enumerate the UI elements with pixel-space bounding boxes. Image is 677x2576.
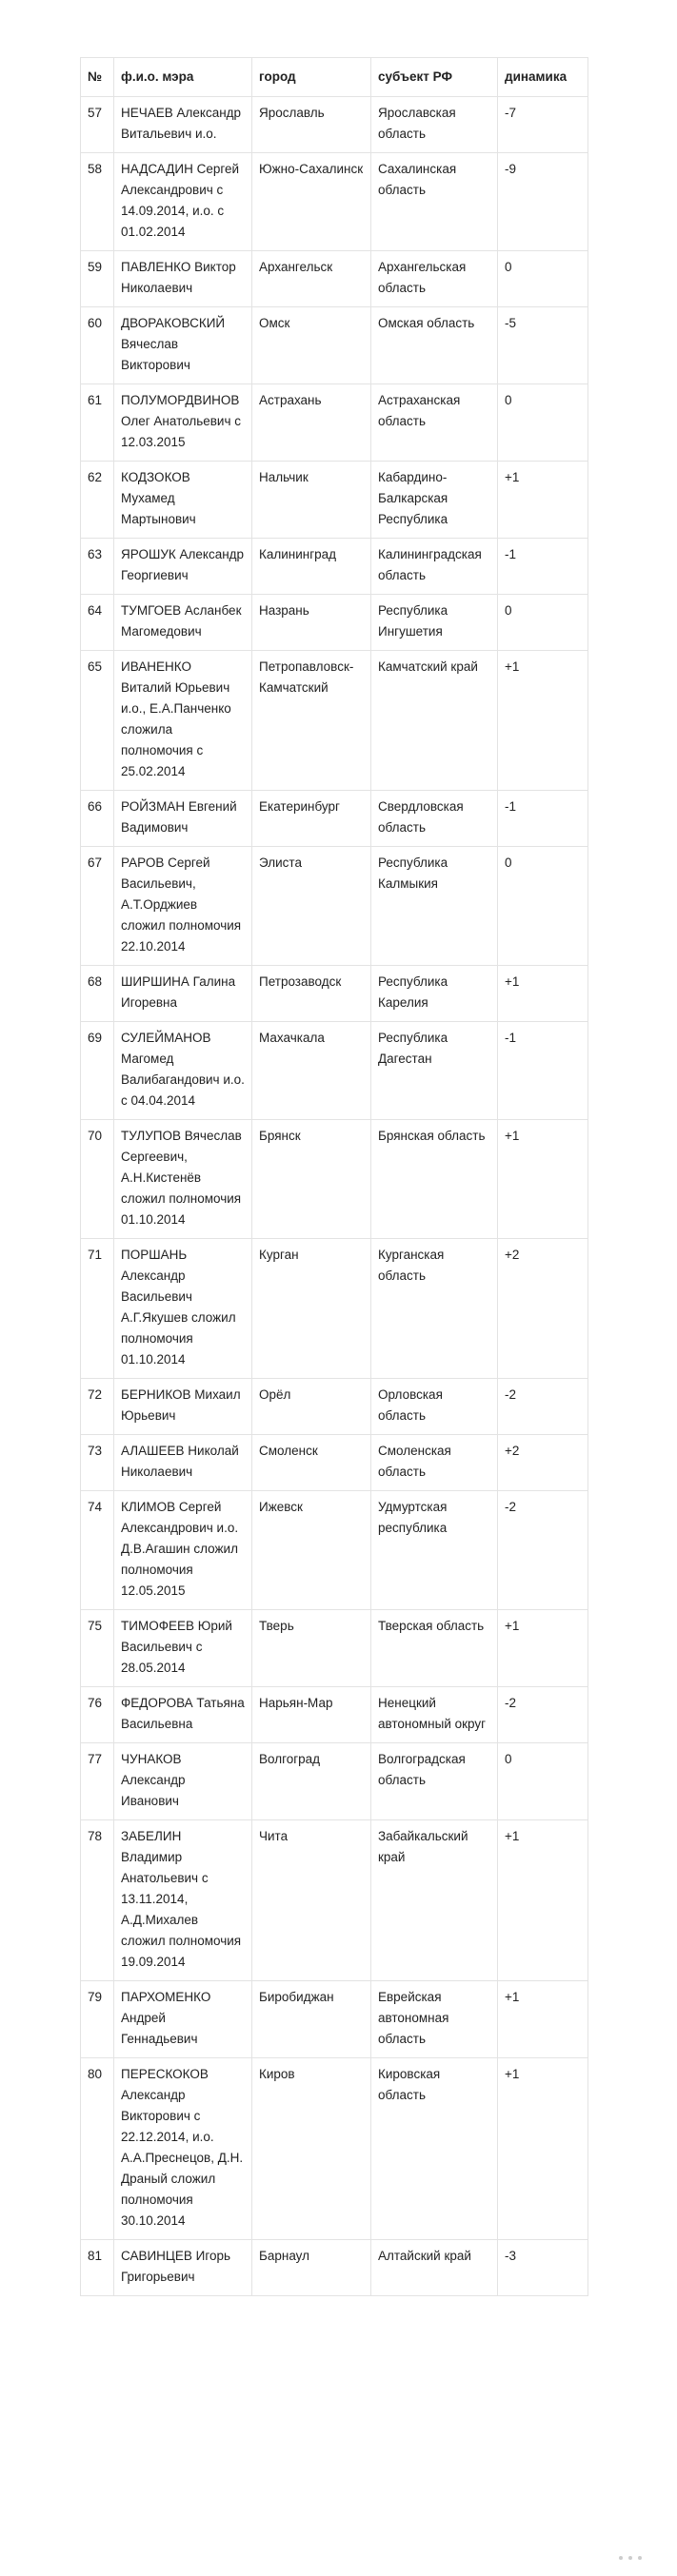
- cell-city: Тверь: [252, 1610, 371, 1687]
- cell-dynamics: -1: [498, 1022, 588, 1120]
- table-row: [81, 251, 588, 307]
- cell-mayor-name: СУЛЕЙМАНОВ Магомед Валибагандович и.о. с 04.04.2014: [114, 1022, 252, 1120]
- cell-number: 80: [81, 2058, 114, 2240]
- cell-city: Смоленск: [252, 1435, 371, 1491]
- cell-number: 57: [81, 97, 114, 153]
- cell-dynamics: -1: [498, 539, 588, 595]
- cell-number: 74: [81, 1491, 114, 1610]
- cell-city: Орёл: [252, 1379, 371, 1435]
- cell-region: Удмуртская республика: [371, 1491, 498, 1610]
- cell-number: 68: [81, 966, 114, 1022]
- cell-dynamics: +1: [498, 1610, 588, 1687]
- cell-region: Республика Калмыкия: [371, 847, 498, 966]
- cell-city: Биробиджан: [252, 1981, 371, 2058]
- cell-mayor-name: КЛИМОВ Сергей Александрович и.о. Д.В.Агашин сложил полномочия 12.05.2015: [114, 1491, 252, 1610]
- cell-mayor-name: ПОРШАНЬ Александр Васильевич А.Г.Якушев сложил полномочия 01.10.2014: [114, 1239, 252, 1379]
- cell-number: 63: [81, 539, 114, 595]
- cell-city: Екатеринбург: [252, 791, 371, 847]
- cell-region: Калининградская область: [371, 539, 498, 595]
- cell-number: 58: [81, 153, 114, 251]
- cell-number: 69: [81, 1022, 114, 1120]
- cell-region: Камчатский край: [371, 651, 498, 791]
- column-header-dynamics: динамика: [498, 58, 588, 97]
- cell-mayor-name: ИВАНЕНКО Виталий Юрьевич и.о., Е.А.Панченко сложила полномочия с 25.02.2014: [114, 651, 252, 791]
- cell-dynamics: -7: [498, 97, 588, 153]
- cell-dynamics: +2: [498, 1435, 588, 1491]
- cell-number: 64: [81, 595, 114, 651]
- cell-dynamics: +1: [498, 651, 588, 791]
- cell-dynamics: +1: [498, 1981, 588, 2058]
- cell-number: 61: [81, 384, 114, 462]
- cell-dynamics: +2: [498, 1239, 588, 1379]
- table-row: [81, 1435, 588, 1491]
- table-row: [81, 539, 588, 595]
- cell-dynamics: -2: [498, 1379, 588, 1435]
- cell-dynamics: +1: [498, 966, 588, 1022]
- cell-city: Южно-Сахалинск: [252, 153, 371, 251]
- cell-number: 72: [81, 1379, 114, 1435]
- cell-number: 59: [81, 251, 114, 307]
- cell-region: Забайкальский край: [371, 1820, 498, 1981]
- table-row: [81, 651, 588, 791]
- cell-number: 73: [81, 1435, 114, 1491]
- pagination-dots: [619, 2556, 667, 2560]
- cell-city: Ижевск: [252, 1491, 371, 1610]
- cell-dynamics: -5: [498, 307, 588, 384]
- cell-mayor-name: ШИРШИНА Галина Игоревна: [114, 966, 252, 1022]
- table-row: [81, 462, 588, 539]
- cell-number: 60: [81, 307, 114, 384]
- cell-region: Кабардино-Балкарская Республика: [371, 462, 498, 539]
- cell-city: Петропавловск-Камчатский: [252, 651, 371, 791]
- cell-city: Нальчик: [252, 462, 371, 539]
- table-row: [81, 791, 588, 847]
- cell-number: 65: [81, 651, 114, 791]
- cell-number: 77: [81, 1743, 114, 1820]
- cell-city: Барнаул: [252, 2240, 371, 2296]
- cell-number: 79: [81, 1981, 114, 2058]
- cell-dynamics: -3: [498, 2240, 588, 2296]
- column-header-number: №: [81, 58, 114, 97]
- cell-mayor-name: АЛАШЕЕВ Николай Николаевич: [114, 1435, 252, 1491]
- cell-region: Архангельская область: [371, 251, 498, 307]
- cell-city: Брянск: [252, 1120, 371, 1239]
- table-row: [81, 307, 588, 384]
- cell-dynamics: -9: [498, 153, 588, 251]
- cell-dynamics: 0: [498, 1743, 588, 1820]
- cell-number: 62: [81, 462, 114, 539]
- cell-region: Брянская область: [371, 1120, 498, 1239]
- cell-region: Орловская область: [371, 1379, 498, 1435]
- cell-city: Нарьян-Мар: [252, 1687, 371, 1743]
- table-row: [81, 384, 588, 462]
- cell-mayor-name: ТУЛУПОВ Вячеслав Сергеевич, А.Н.Кистенёв сложил полномочия 01.10.2014: [114, 1120, 252, 1239]
- table-row: [81, 1239, 588, 1379]
- cell-number: 81: [81, 2240, 114, 2296]
- cell-region: Волгоградская область: [371, 1743, 498, 1820]
- cell-mayor-name: ПОЛУМОРДВИНОВ Олег Анатольевич с 12.03.2015: [114, 384, 252, 462]
- cell-mayor-name: ЗАБЕЛИН Владимир Анатольевич с 13.11.2014, А.Д.Михалев сложил полномочия 19.09.2014: [114, 1820, 252, 1981]
- table-row: [81, 153, 588, 251]
- cell-dynamics: +1: [498, 462, 588, 539]
- cell-city: Астрахань: [252, 384, 371, 462]
- cell-mayor-name: ПАВЛЕНКО Виктор Николаевич: [114, 251, 252, 307]
- cell-region: Смоленская область: [371, 1435, 498, 1491]
- cell-city: Архангельск: [252, 251, 371, 307]
- cell-mayor-name: КОДЗОКОВ Мухамед Мартынович: [114, 462, 252, 539]
- table-row: [81, 97, 588, 153]
- cell-region: Ярославская область: [371, 97, 498, 153]
- cell-mayor-name: ТИМОФЕЕВ Юрий Васильевич с 28.05.2014: [114, 1610, 252, 1687]
- cell-region: Республика Карелия: [371, 966, 498, 1022]
- cell-dynamics: 0: [498, 384, 588, 462]
- dot-icon: [619, 2556, 623, 2560]
- cell-dynamics: -2: [498, 1491, 588, 1610]
- table-row: [81, 847, 588, 966]
- cell-number: 76: [81, 1687, 114, 1743]
- table-row: [81, 1610, 588, 1687]
- cell-dynamics: +1: [498, 1820, 588, 1981]
- cell-mayor-name: ДВОРАКОВСКИЙ Вячеслав Викторович: [114, 307, 252, 384]
- column-header-name: ф.и.о. мэра: [114, 58, 252, 97]
- cell-mayor-name: НАДСАДИН Сергей Александрович с 14.09.2014, и.о. с 01.02.2014: [114, 153, 252, 251]
- cell-mayor-name: ПАРХОМЕНКО Андрей Геннадьевич: [114, 1981, 252, 2058]
- cell-city: Курган: [252, 1239, 371, 1379]
- cell-mayor-name: РАРОВ Сергей Васильевич, А.Т.Орджиев сложил полномочия 22.10.2014: [114, 847, 252, 966]
- cell-mayor-name: САВИНЦЕВ Игорь Григорьевич: [114, 2240, 252, 2296]
- cell-city: Чита: [252, 1820, 371, 1981]
- cell-region: Республика Дагестан: [371, 1022, 498, 1120]
- cell-region: Омская область: [371, 307, 498, 384]
- cell-mayor-name: НЕЧАЕВ Александр Витальевич и.о.: [114, 97, 252, 153]
- cell-city: Киров: [252, 2058, 371, 2240]
- cell-number: 75: [81, 1610, 114, 1687]
- cell-region: Курганская область: [371, 1239, 498, 1379]
- cell-city: Элиста: [252, 847, 371, 966]
- cell-city: Петрозаводск: [252, 966, 371, 1022]
- cell-region: Сахалинская область: [371, 153, 498, 251]
- cell-region: Республика Ингушетия: [371, 595, 498, 651]
- cell-dynamics: +1: [498, 1120, 588, 1239]
- cell-region: Свердловская область: [371, 791, 498, 847]
- table-row: [81, 1120, 588, 1239]
- mayors-rating-table-wrap: [80, 57, 587, 2296]
- cell-region: Алтайский край: [371, 2240, 498, 2296]
- table-row: [81, 1491, 588, 1610]
- cell-dynamics: 0: [498, 595, 588, 651]
- table-body: [81, 97, 588, 2296]
- cell-mayor-name: БЕРНИКОВ Михаил Юрьевич: [114, 1379, 252, 1435]
- cell-number: 71: [81, 1239, 114, 1379]
- cell-dynamics: 0: [498, 847, 588, 966]
- cell-mayor-name: ТУМГОЕВ Асланбек Магомедович: [114, 595, 252, 651]
- cell-number: 78: [81, 1820, 114, 1981]
- cell-city: Махачкала: [252, 1022, 371, 1120]
- cell-city: Волгоград: [252, 1743, 371, 1820]
- cell-city: Омск: [252, 307, 371, 384]
- cell-region: Ненецкий автономный округ: [371, 1687, 498, 1743]
- cell-number: 67: [81, 847, 114, 966]
- cell-region: Астраханская область: [371, 384, 498, 462]
- table-row: [81, 1379, 588, 1435]
- cell-mayor-name: ЯРОШУК Александр Георгиевич: [114, 539, 252, 595]
- column-header-city: город: [252, 58, 371, 97]
- table-row: [81, 1820, 588, 1981]
- table-row: [81, 1981, 588, 2058]
- cell-mayor-name: РОЙЗМАН Евгений Вадимович: [114, 791, 252, 847]
- table-row: [81, 966, 588, 1022]
- cell-region: Кировская область: [371, 2058, 498, 2240]
- table-row: [81, 1022, 588, 1120]
- cell-city: Ярославль: [252, 97, 371, 153]
- table-row: [81, 595, 588, 651]
- column-header-region: субъект РФ: [371, 58, 498, 97]
- cell-mayor-name: ЧУНАКОВ Александр Иванович: [114, 1743, 252, 1820]
- cell-city: Калининград: [252, 539, 371, 595]
- cell-city: Назрань: [252, 595, 371, 651]
- table-header-row: [81, 58, 588, 97]
- table-row: [81, 2058, 588, 2240]
- mayors-rating-table: [80, 57, 588, 2296]
- cell-number: 66: [81, 791, 114, 847]
- cell-dynamics: -2: [498, 1687, 588, 1743]
- table-row: [81, 2240, 588, 2296]
- cell-dynamics: +1: [498, 2058, 588, 2240]
- cell-region: Еврейская автономная область: [371, 1981, 498, 2058]
- dot-icon: [628, 2556, 632, 2560]
- cell-dynamics: 0: [498, 251, 588, 307]
- cell-mayor-name: ФЕДОРОВА Татьяна Васильевна: [114, 1687, 252, 1743]
- dot-icon: [638, 2556, 642, 2560]
- cell-number: 70: [81, 1120, 114, 1239]
- table-row: [81, 1687, 588, 1743]
- cell-dynamics: -1: [498, 791, 588, 847]
- cell-mayor-name: ПЕРЕСКОКОВ Александр Викторович с 22.12.2014, и.о. А.А.Преснецов, Д.Н. Драный сложил полномочия 30.10.2014: [114, 2058, 252, 2240]
- cell-region: Тверская область: [371, 1610, 498, 1687]
- table-row: [81, 1743, 588, 1820]
